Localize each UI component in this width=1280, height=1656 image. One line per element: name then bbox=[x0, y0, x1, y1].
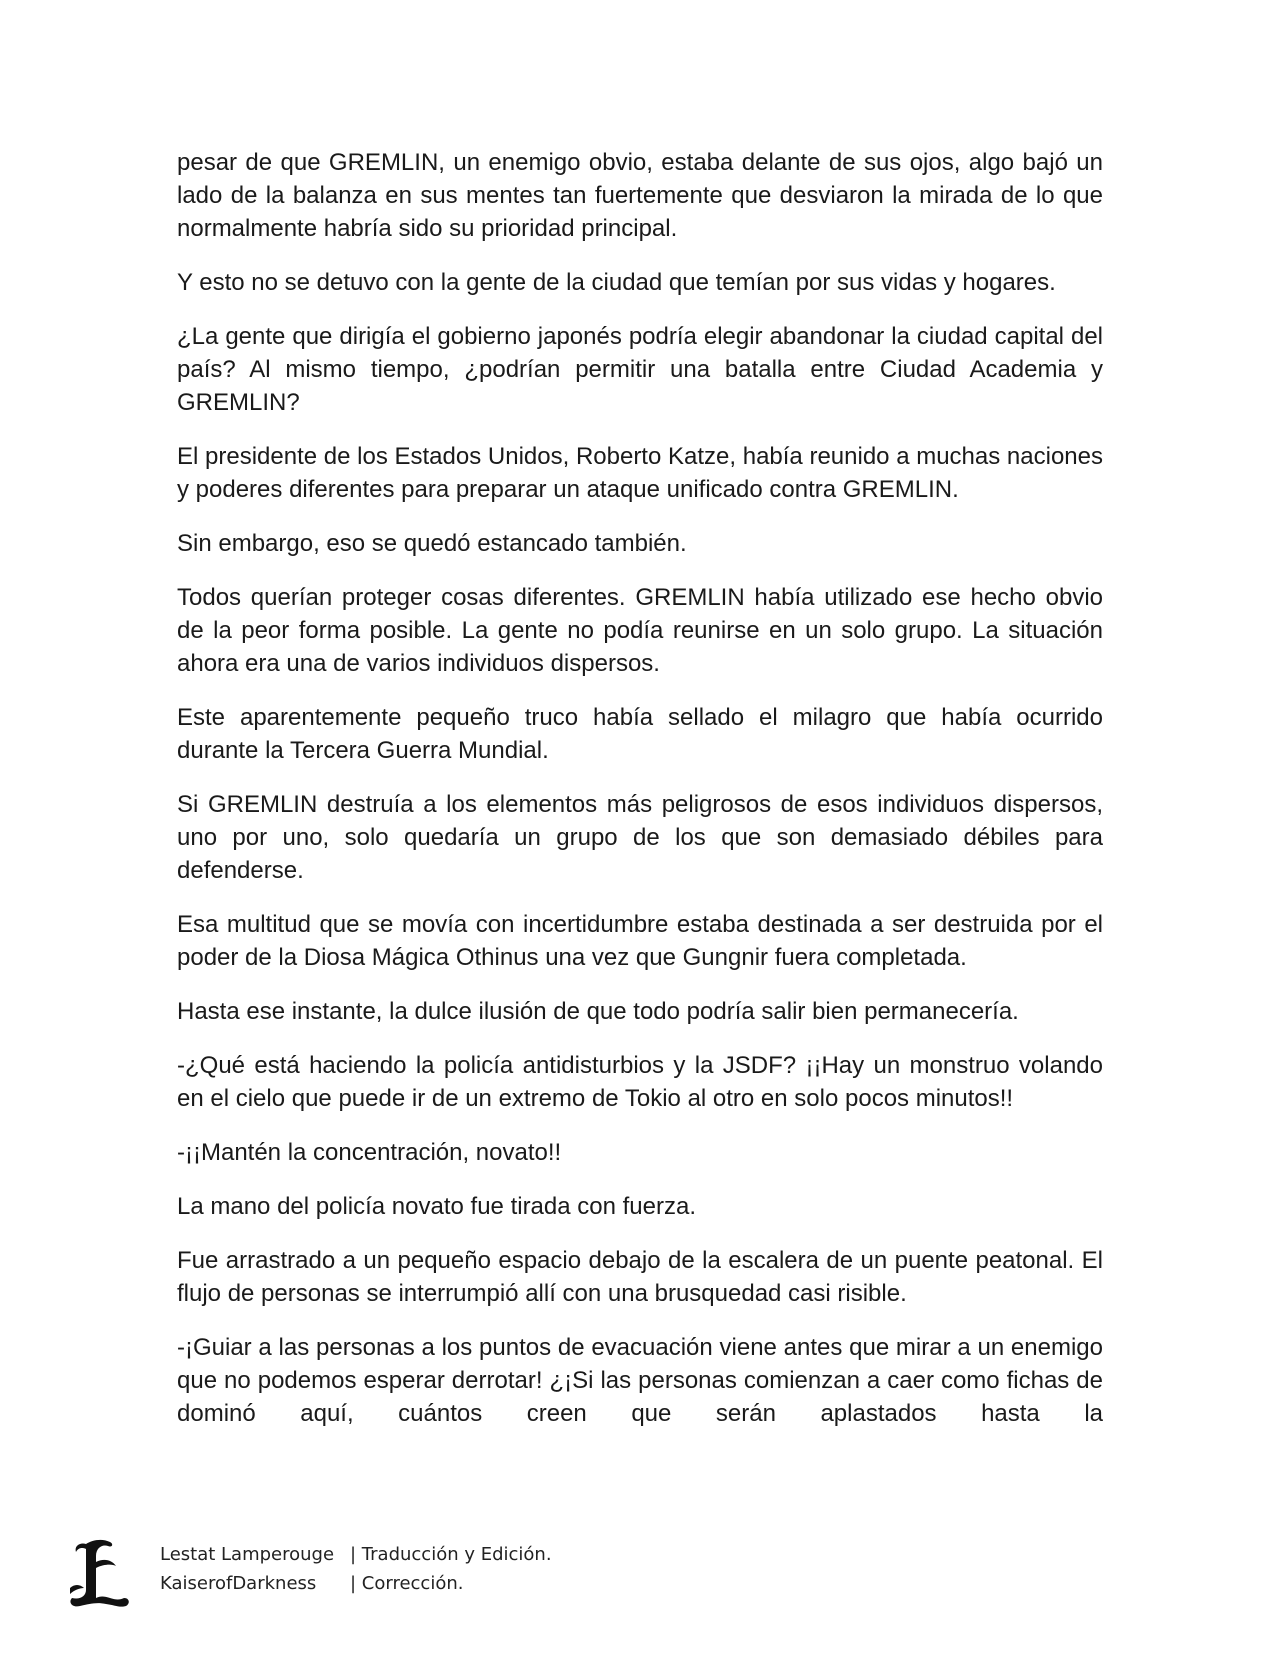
paragraph: ¿La gente que dirigía el gobierno japonés podría elegir abandonar la ciudad capital del país? Al mismo tiempo, ¿podrían permitir una batalla entre Ciudad Academia y GREMLIN? bbox=[177, 323, 1103, 416]
credit-name: Lestat Lamperouge bbox=[160, 1544, 335, 1565]
paragraph: -¡Guiar a las personas a los puntos de evacuación viene antes que mirar a un enemigo que no podemos esperar derrotar! ¿¡Si las personas comienzan a caer como fichas de dominó aquí, cuántos creen que serán aplastados hasta la bbox=[177, 1334, 1103, 1427]
paragraph: Este aparentemente pequeño truco había sellado el milagro que había ocurrido durante la Tercera Guerra Mundial. bbox=[177, 704, 1103, 764]
paragraph: Esa multitud que se movía con incertidumbre estaba destinada a ser destruida por el poder de la Diosa Mágica Othinus una vez que Gungnir fuera completada. bbox=[177, 911, 1103, 971]
credits-block bbox=[160, 1540, 552, 1598]
paragraph: Todos querían proteger cosas diferentes. GREMLIN había utilizado ese hecho obvio de la peor forma posible. La gente no podía reunirse en un solo grupo. La situación ahora era una de varios individuos dispersos. bbox=[177, 584, 1103, 677]
paragraph: -¿Qué está haciendo la policía antidisturbios y la JSDF? ¡¡Hay un monstruo volando en el cielo que puede ir de un extremo de Tokio al otro en solo pocos minutos!! bbox=[177, 1052, 1103, 1112]
page-footer bbox=[66, 1538, 766, 1618]
credit-row bbox=[160, 1569, 552, 1598]
credit-role: | Traducción y Edición. bbox=[350, 1544, 552, 1565]
paragraph: Hasta ese instante, la dulce ilusión de que todo podría salir bien permanecería. bbox=[177, 998, 1019, 1025]
page-body bbox=[177, 146, 1103, 1430]
paragraph: -¡¡Mantén la concentración, novato!! bbox=[177, 1139, 562, 1166]
paragraph: Sin embargo, eso se quedó estancado también. bbox=[177, 530, 687, 557]
credit-role: | Corrección. bbox=[350, 1573, 464, 1594]
paragraph: pesar de que GREMLIN, un enemigo obvio, estaba delante de sus ojos, algo bajó un lado de la balanza en sus mentes tan fuertemente que desviaron la mirada de lo que normalmente habría sido su prioridad principal. bbox=[177, 149, 1103, 242]
paragraph: El presidente de los Estados Unidos, Roberto Katze, había reunido a muchas naciones y poderes diferentes para preparar un ataque unificado contra GREMLIN. bbox=[177, 443, 1103, 503]
paragraph: La mano del policía novato fue tirada con fuerza. bbox=[177, 1193, 696, 1220]
paragraph: Si GREMLIN destruía a los elementos más peligrosos de esos individuos dispersos, uno por uno, solo quedaría un grupo de los que son demasiado débiles para defenderse. bbox=[177, 791, 1103, 884]
gothic-letter-L-icon bbox=[66, 1538, 132, 1612]
paragraph: Fue arrastrado a un pequeño espacio debajo de la escalera de un puente peatonal. El flujo de personas se interrumpió allí con una brusquedad casi risible. bbox=[177, 1247, 1103, 1307]
credit-row bbox=[160, 1540, 552, 1569]
paragraph: Y esto no se detuvo con la gente de la ciudad que temían por sus vidas y hogares. bbox=[177, 269, 1056, 296]
credit-name: KaiserofDarkness bbox=[160, 1573, 317, 1594]
